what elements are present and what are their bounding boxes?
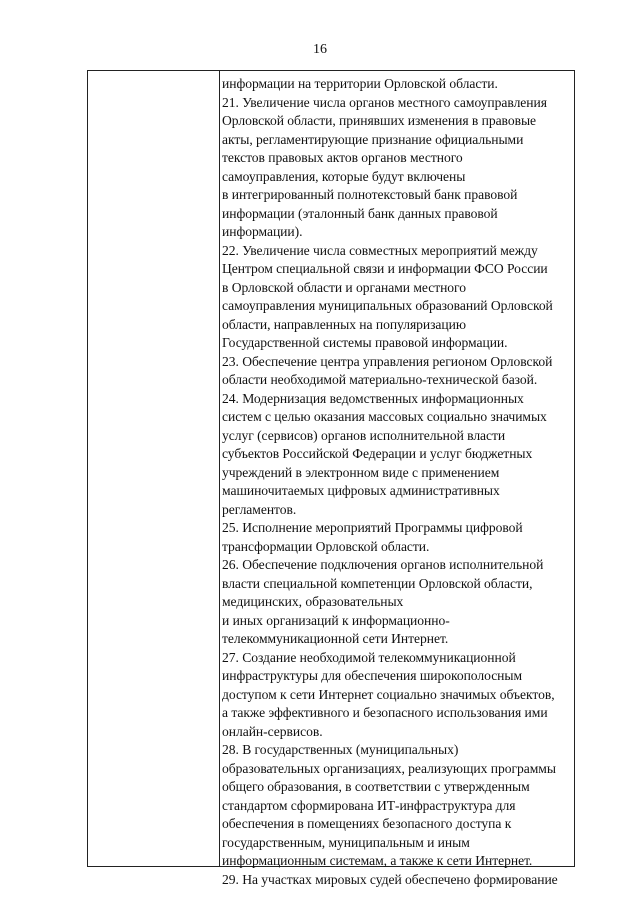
- text-line: текстов правовых актов органов местного: [222, 150, 463, 165]
- text-line: машиночитаемых цифровых административных: [222, 483, 500, 498]
- text-line: 25. Исполнение мероприятий Программы цифровой: [222, 520, 523, 535]
- text-line: систем с целью оказания массовых социально значимых: [222, 409, 547, 424]
- text-line: информации на территории Орловской области.: [222, 76, 498, 91]
- text-line: телекоммуникационной сети Интернет.: [222, 631, 449, 646]
- text-line: медицинских, образовательных: [222, 594, 404, 609]
- text-line: Орловской области, принявших изменения в правовые: [222, 113, 537, 128]
- text-line: государственным, муниципальным и иным: [222, 834, 470, 850]
- text-line: в Орловской области и органами местного: [222, 279, 466, 295]
- text-line: 22. Увеличение числа совместных мероприятий между: [222, 242, 538, 258]
- text-line: в интегрированный полнотекстовый банк правовой: [222, 187, 518, 202]
- text-line: и иных организаций к информационно-: [222, 612, 450, 628]
- text-line: власти специальной компетенции Орловской области,: [222, 575, 533, 591]
- document-table: [87, 70, 575, 887]
- text-line: Центром специальной связи и информации ФСО России: [222, 261, 548, 276]
- text-line: учреждений в электронном виде с применением: [222, 464, 500, 480]
- text-line: общего образования, в соответствии с утвержденным: [222, 779, 530, 794]
- text-line: области, направленных на популяризацию: [222, 316, 466, 332]
- text-line: самоуправления, которые будут включены: [222, 168, 466, 184]
- table-left-column: [88, 71, 220, 866]
- text-line: 29. На участках мировых судей обеспечено формирование: [222, 871, 558, 887]
- text-line: самоуправления муниципальных образований Орловской: [222, 298, 553, 313]
- text-line: услуг (сервисов) органов исполнительной власти: [222, 427, 506, 443]
- table-text-cell: [222, 75, 572, 887]
- text-line: а также эффективного и безопасного использования ими: [222, 705, 548, 720]
- text-line: 24. Модернизация ведомственных информационных: [222, 390, 524, 406]
- text-line: трансформации Орловской области.: [222, 538, 430, 554]
- text-line: информации).: [222, 224, 303, 239]
- text-line: 21. Увеличение числа органов местного самоуправления: [222, 94, 547, 110]
- text-line: онлайн-сервисов.: [222, 723, 323, 739]
- text-line: обеспечения в помещениях безопасного доступа к: [222, 816, 512, 831]
- text-line: информации (эталонный банк данных правовой: [222, 205, 498, 221]
- text-line: образовательных организациях, реализующих программы: [222, 760, 556, 776]
- text-line: акты, регламентирующие признание официальными: [222, 131, 524, 147]
- text-line: области необходимой материально-технической базой.: [222, 372, 538, 387]
- text-line: 23. Обеспечение центра управления регионом Орловской: [222, 353, 553, 369]
- text-line: инфраструктуры для обеспечения широкополосным: [222, 668, 523, 683]
- text-line: доступом к сети Интернет социально значимых объектов,: [222, 686, 555, 702]
- text-line: стандартом сформирована ИТ-инфраструктура для: [222, 797, 516, 813]
- text-line: 28. В государственных (муниципальных): [222, 742, 459, 757]
- text-line: Государственной системы правовой информации.: [222, 335, 508, 350]
- page-number: 16: [313, 42, 327, 57]
- text-line: субъектов Российской Федерации и услуг бюджетных: [222, 446, 533, 461]
- text-line: 26. Обеспечение подключения органов исполнительной: [222, 557, 544, 572]
- text-line: информационным системам, а также к сети Интернет.: [222, 853, 533, 868]
- text-line: регламентов.: [222, 501, 297, 517]
- text-line: 27. Создание необходимой телекоммуникационной: [222, 649, 516, 665]
